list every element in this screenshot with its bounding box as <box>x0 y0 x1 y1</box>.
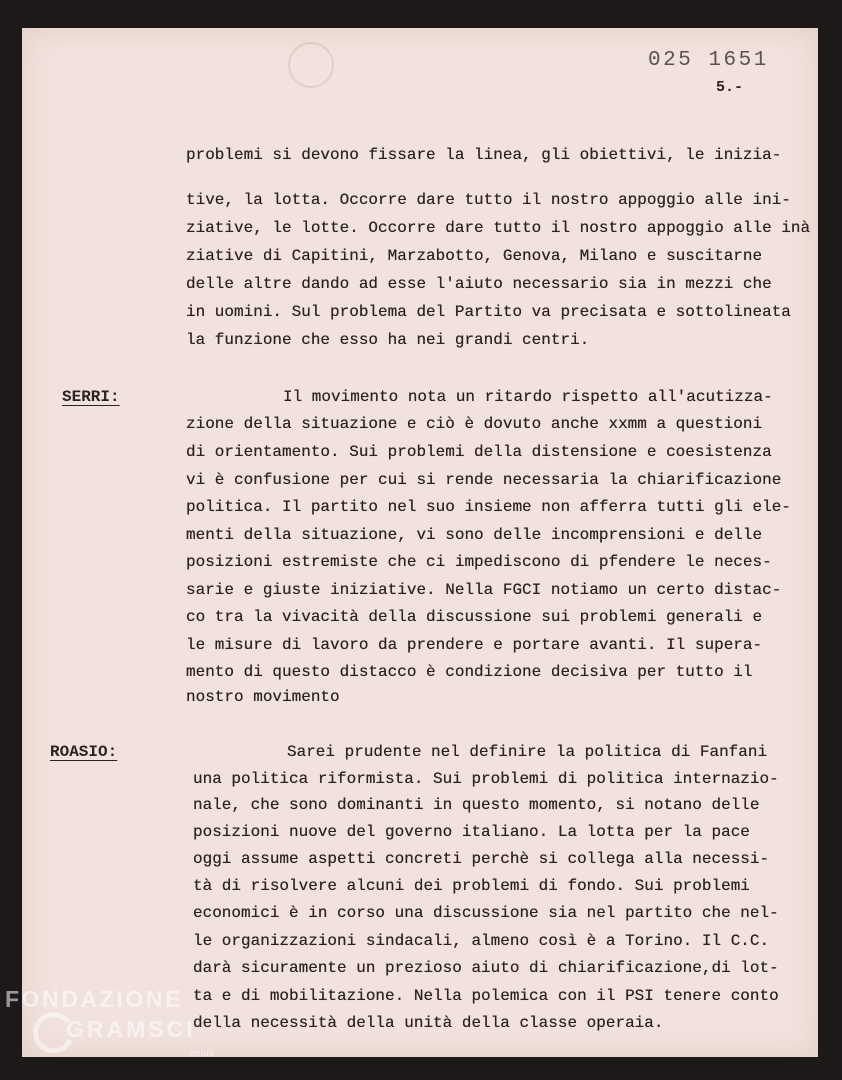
text-line: vi è confusione per cui si rende necessaria la chiarificazione <box>186 471 782 489</box>
text-line: nale, che sono dominanti in questo momento, si notano delle <box>193 796 760 814</box>
watermark-line2: GRAMSCI <box>66 1016 196 1042</box>
text-line: oggi assume aspetti concreti perchè si collega alla necessi- <box>193 850 770 868</box>
faint-stamp-mark <box>288 42 334 88</box>
text-line: politica. Il partito nel suo insieme non afferra tutti gli ele- <box>186 498 791 516</box>
text-line: nostro movimento <box>186 688 340 706</box>
text-line: una politica riformista. Sui problemi di politica internazio- <box>193 770 779 788</box>
text-line: Il movimento nota un ritardo rispetto all'acutizza- <box>283 388 773 406</box>
page-number: 5.- <box>716 79 744 96</box>
watermark-line1: FONDAZIONE <box>5 986 184 1012</box>
text-line: co tra la vivacità della discussione sui problemi generali e <box>186 608 763 626</box>
text-line: ziative di Capitini, Marzabotto, Genova, Milano e suscitarne <box>186 247 763 265</box>
text-line: in uomini. Sul problema del Partito va precisata e sottolineata <box>186 303 791 321</box>
text-line: problemi si devono fissare la linea, gli obiettivi, le inizia- <box>186 146 782 164</box>
speaker-label: SERRI: <box>62 388 120 406</box>
text-line: della necessità della unità della classe operaia. <box>193 1014 664 1032</box>
watermark-tag: onlus <box>190 1048 215 1058</box>
text-line: ta e di mobilitazione. Nella polemica con il PSI tenere conto <box>193 987 779 1005</box>
text-line: darà sicuramente un prezioso aiuto di chiarificazione,di lot- <box>193 959 779 977</box>
text-line: le organizzazioni sindacali, almeno così è a Torino. Il C.C. <box>193 932 770 950</box>
text-line: Sarei prudente nel definire la politica di Fanfani <box>287 743 768 761</box>
text-line: di orientamento. Sui problemi della distensione e coesistenza <box>186 443 772 461</box>
text-line: ziative, le lotte. Occorre dare tutto il nostro appoggio alle inà <box>186 219 811 237</box>
text-line: sarie e giuste iniziative. Nella FGCI notiamo un certo distac- <box>186 581 782 599</box>
text-line: economici è in corso una discussione sia nel partito che nel- <box>193 904 779 922</box>
text-line: tà di risolvere alcuni dei problemi di fondo. Sui problemi <box>193 877 750 895</box>
text-line: mento di questo distacco è condizione decisiva per tutto il <box>186 663 753 681</box>
text-line: posizioni nuove del governo italiano. La lotta per la pace <box>193 823 750 841</box>
text-line: delle altre dando ad esse l'aiuto necessario sia in mezzi che <box>186 275 772 293</box>
archive-number: 025 1651 <box>648 49 769 72</box>
text-line: le misure di lavoro da prendere e portare avanti. Il supera- <box>186 636 763 654</box>
text-line: zione della situazione e ciò è dovuto anche xxmm a questioni <box>186 415 763 433</box>
text-line: la funzione che esso ha nei grandi centri. <box>186 331 590 349</box>
text-line: tive, la lotta. Occorre dare tutto il nostro appoggio alle ini- <box>186 191 791 209</box>
text-line: posizioni estremiste che ci impediscono di pfendere le neces- <box>186 553 772 571</box>
speaker-label: ROASIO: <box>50 743 118 761</box>
text-line: menti della situazione, vi sono delle incomprensioni e delle <box>186 526 763 544</box>
